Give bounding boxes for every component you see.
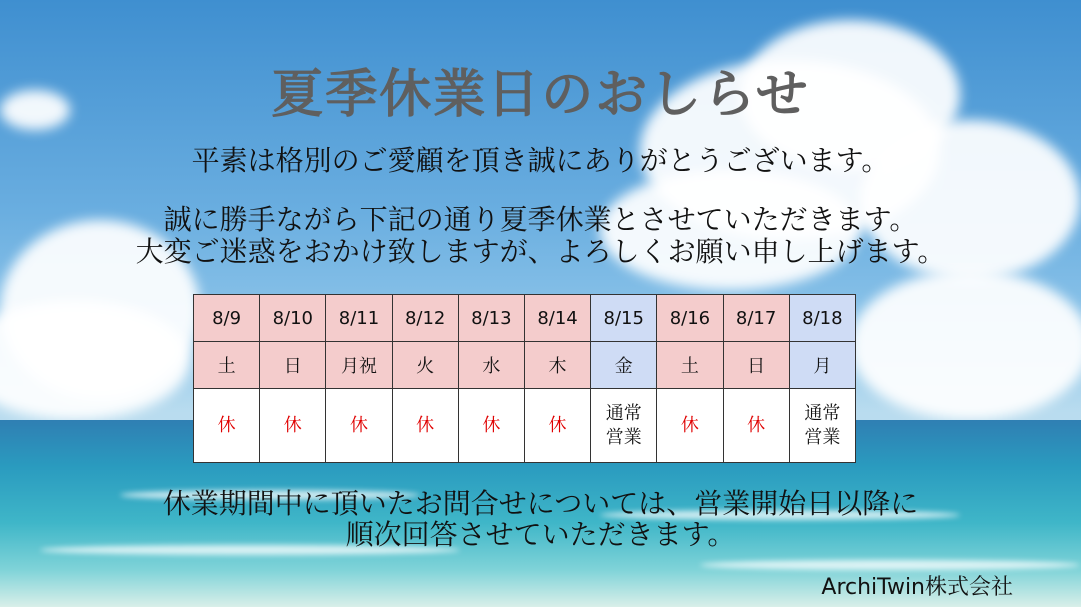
date-cell: 8/18 [789,295,855,342]
closed-status-cell: 休 [524,389,590,463]
inquiry-line-1: 休業期間中に頂いたお問合せについては、営業開始日以降に [162,487,919,520]
closed-status-cell: 休 [657,389,723,463]
inquiry-line-2: 順次回答させていただきます。 [345,518,736,551]
dates-row [194,295,856,342]
closed-status-cell: 休 [392,389,458,463]
notice-line-2: 大変ご迷惑をおかけ致しますが、よろしくお願い申し上げます。 [135,235,946,268]
weekday-cell: 金 [591,342,657,389]
closed-status-cell: 休 [260,389,326,463]
date-cell: 8/14 [524,295,590,342]
days-row [194,342,856,389]
weekday-cell: 火 [392,342,458,389]
weekday-cell: 月祝 [326,342,392,389]
page-title: 夏季休業日のおしらせ [271,65,810,125]
greeting-text: 平素は格別のご愛顧を頂き誠にありがとうございます。 [191,144,890,177]
closed-status-cell: 休 [326,389,392,463]
date-cell: 8/16 [657,295,723,342]
weekday-cell: 日 [260,342,326,389]
closed-status-cell: 休 [723,389,789,463]
date-cell: 8/17 [723,295,789,342]
company-name: ArchiTwin株式会社 [821,575,1013,600]
status-row [194,389,856,463]
date-cell: 8/13 [458,295,524,342]
open-status-cell: 通常 営業 [789,389,855,463]
weekday-cell: 水 [458,342,524,389]
holiday-schedule-table [193,294,856,463]
weekday-cell: 木 [524,342,590,389]
date-cell: 8/12 [392,295,458,342]
weekday-cell: 土 [194,342,260,389]
date-cell: 8/10 [260,295,326,342]
date-cell: 8/11 [326,295,392,342]
open-status-cell: 通常 営業 [591,389,657,463]
date-cell: 8/15 [591,295,657,342]
weekday-cell: 土 [657,342,723,389]
closed-status-cell: 休 [458,389,524,463]
weekday-cell: 日 [723,342,789,389]
notice-line-1: 誠に勝手ながら下記の通り夏季休業とさせていただきます。 [163,203,918,236]
closed-status-cell: 休 [194,389,260,463]
weekday-cell: 月 [789,342,855,389]
date-cell: 8/9 [194,295,260,342]
